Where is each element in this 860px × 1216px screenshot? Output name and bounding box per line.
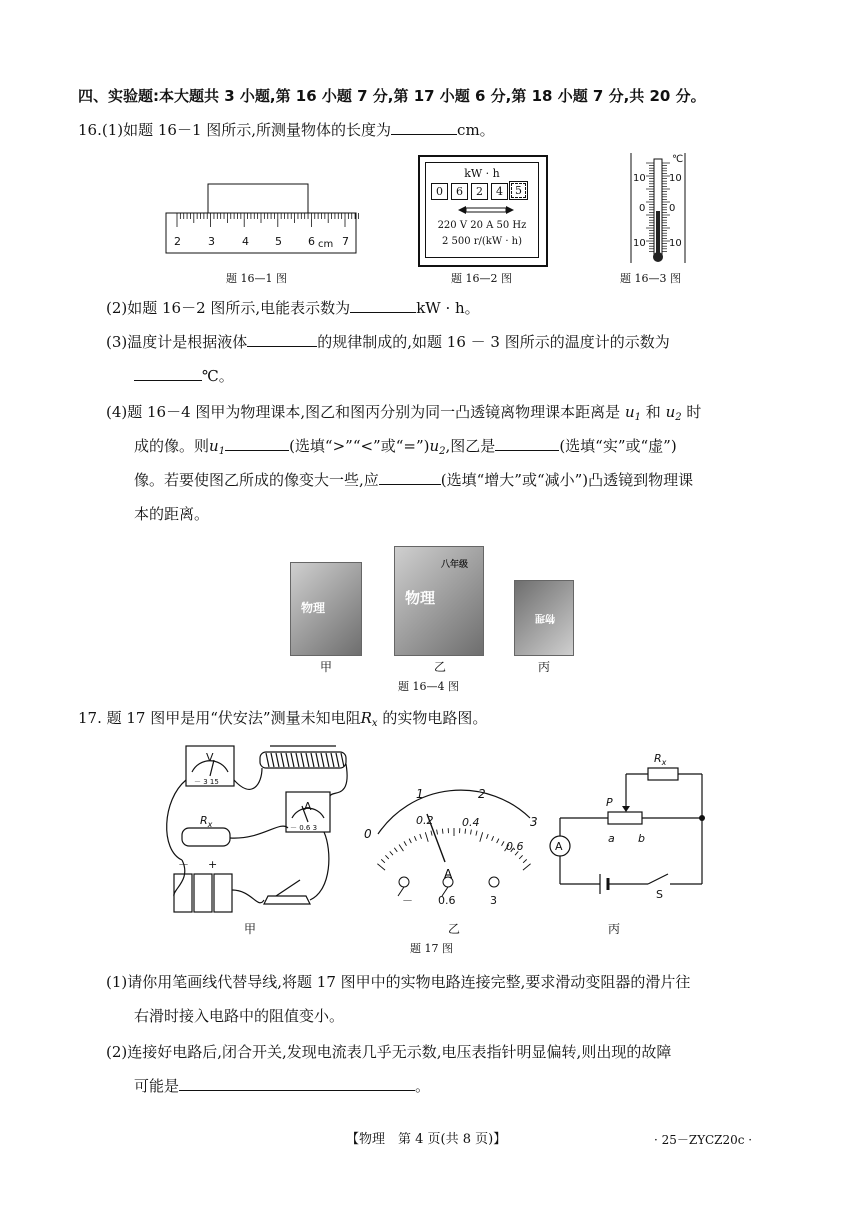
q16-part3-line1 [106,332,670,352]
dial-tick [437,830,438,835]
dial-unit-letter: A [444,867,453,881]
thermometer [628,153,688,265]
schematic-rx-label [654,752,667,767]
meter-digits [431,183,526,200]
ammeter-terminals: － 0.6 3 [290,824,318,832]
footer-code: · 25－ZYCZ20c · [654,1133,753,1147]
var-u: u [429,437,440,455]
voltmeter-terminals: － 3 15 [194,778,219,786]
voltmeter-letter: V [206,751,214,764]
rx-label [200,814,213,829]
subscript: x [207,820,213,829]
q16-part4-line1 [106,402,701,428]
rheostat-coil [266,753,269,767]
q16-p3-unit: ℃。 [202,367,234,385]
subscript: 2 [675,412,682,423]
rheostat-coil [336,753,339,767]
var-R: R [200,814,208,827]
dial-tick [476,831,477,836]
terminal-label: － [402,894,413,907]
ruler-tick-label: 5 [275,235,282,248]
q16-p1-unit: cm。 [457,121,495,139]
rheostat-coil [286,753,289,767]
dial-tick [409,839,411,843]
thermo-label: 10 [633,173,646,184]
ruler-tick-label: 7 [342,235,349,248]
caption-16-1: 题 16—1 图 [226,272,287,285]
dial-tick [431,831,432,836]
and-word: 和 [645,403,661,421]
dial-tick [523,859,527,862]
dial-tick [470,830,471,835]
label-jia-17: 甲 [244,922,257,936]
ruler-tick-label: 3 [208,235,215,248]
ruler-tick-label: 2 [174,235,181,248]
meter-digit: 4 [491,183,508,200]
caption-16-4: 题 16—4 图 [398,680,459,693]
dial-top-label: 0 [364,827,372,841]
ammeter-symbol-label: A [555,840,563,853]
physical-circuit [152,740,352,918]
q16-part4-line4: 本的距离。 [134,505,210,523]
meter-rating: 220 V 20 A 50 Hz [437,220,527,231]
answer-blank[interactable] [350,298,416,313]
rheostat-coil [276,753,279,767]
ruler-unit: cm [318,239,334,250]
dial-bottom-label: 0.6 [506,840,524,853]
answer-blank[interactable] [225,436,289,451]
meter-unit: kW · h [464,167,500,180]
dial-tick [486,834,488,839]
terminal-b-label: b [638,832,645,845]
caption-17: 题 17 图 [410,942,453,955]
terminal-label: 0.6 [438,894,456,907]
dial-tick [381,859,385,862]
dial-tick [394,848,397,852]
label-bing: 丙 [538,660,551,674]
dial-top-label: 3 [530,815,538,829]
answer-blank[interactable] [247,332,317,347]
thermo-label: 10 [669,173,682,184]
meter-digit: 6 [451,183,468,200]
rheostat-coil [321,753,324,767]
measured-block [208,184,308,216]
dial-tick [497,839,499,843]
answer-blank[interactable] [134,366,202,381]
q16-p4-text: ,图乙是 [445,437,496,455]
subscript: 1 [218,446,226,457]
q16-p4-text: (选填“实”或“虚”) [559,437,677,455]
q16-p4-text: 成的像。则 [134,437,210,455]
rheostat-coil [281,753,284,767]
q16-part1 [78,120,495,140]
footer-page: 【物理 第 4 页(共 8 页)】 [346,1132,507,1147]
q17-part2-line2 [134,1076,430,1096]
q16-part4-line2 [134,436,677,462]
book-image-yi [394,546,484,656]
q16-p1-text: 16.(1)如题 16－1 图所示,所测量物体的长度为 [78,121,392,139]
dial-bottom-label: 0.4 [462,816,480,829]
rheostat-coil [296,753,299,767]
dial-bottom-label: 0.2 [416,814,434,827]
ruler-tick-label: 4 [242,235,249,248]
rheostat-coil [291,753,294,767]
ruler-figure [160,178,360,258]
dial-top-label: 2 [478,787,486,801]
dial-tick [390,851,393,855]
thermo-label: 10 [669,238,682,249]
var-R: R [654,752,662,765]
label-bing-17: 丙 [608,922,621,936]
rheostat-coil [301,753,304,767]
subscript: x [661,758,667,767]
label-jia: 甲 [320,660,333,674]
battery-minus: － [178,858,189,871]
rheostat-coil [306,753,309,767]
dial-tick [385,855,388,859]
dial-tick [442,829,443,834]
dial-tick [404,841,407,845]
label-yi-17: 乙 [448,922,461,936]
book-image-jia [290,562,362,656]
rheostat-coil [331,753,334,767]
circuit-schematic [546,748,716,908]
meter-rev: 2 500 r/(kW · h) [441,236,523,247]
book-title: 物理 [535,612,555,623]
thermo-label: 10 [633,238,646,249]
var-u: u [209,437,219,455]
dial-tick [425,832,428,842]
subscript: 2 [439,446,446,457]
caption-16-3: 题 16—3 图 [620,272,681,285]
dial-tick [420,834,422,839]
ruler-tick-label: 6 [308,235,315,248]
q16-p4-text: (选填“增大”或“减小”)凸透镜到物理课 [440,471,694,489]
book-grade: 八年级 [441,560,469,570]
q17-part1-line2: 右滑时接入电路中的阻值变小。 [134,1007,345,1025]
thermo-unit: ℃ [672,154,684,165]
answer-blank[interactable] [179,1076,415,1091]
q16-p4-text: 像。若要使图乙所成的像变大一些,应 [134,471,379,489]
terminal-a-label: a [608,832,615,845]
rheostat-coil [271,753,274,767]
dial-tick [519,855,522,859]
book-title: 物理 [405,589,436,607]
meter-digit: 2 [471,183,488,200]
book-title: 物理 [301,601,326,615]
slider-label: P [606,796,613,809]
dial-tick [480,832,483,842]
dial-tick [492,836,494,841]
q16-p4-text: 时 [686,403,702,421]
switch-label: S [656,888,663,901]
q16-p2-unit: kW · h。 [416,299,480,317]
terminal-label: 3 [490,894,497,907]
answer-blank[interactable] [379,470,441,485]
q16-p4-text: (选填“>”“<”或“=”) [289,437,430,455]
rheostat-coil [311,753,314,767]
meter-digit-decimal: 5 [511,183,526,198]
q16-part4-line3 [134,470,693,490]
battery-plus: + [208,858,218,871]
subscript: 1 [634,412,642,423]
thermo-label: 0 [669,203,676,214]
dial-top-label: 1 [416,787,424,801]
var-u: u [624,403,635,421]
q17-part2-line1: (2)连接好电路后,闭合开关,发现电流表几乎无示数,电压表指针明显偏转,则出现的故障 [106,1043,672,1061]
rheostat-coil [316,753,319,767]
caption-16-2: 题 16—2 图 [451,272,512,285]
q16-part2 [106,298,480,318]
q16-p3-text: (3)温度计是根据液体 [106,333,248,351]
ammeter-letter: A [304,800,312,813]
q17-intro-text: 17. 题 17 图甲是用“伏安法”测量未知电阻 [78,709,361,727]
answer-blank[interactable] [391,120,457,135]
thermo-label: 0 [639,203,646,214]
section-header: 四、实验题:本大题共 3 小题,第 16 小题 7 分,第 17 小题 6 分,第 18 小题 7 分,共 20 分。 [78,87,706,105]
q16-p4-text: (4)题 16－4 图甲为物理课本,图乙和图丙分别为同一凸透镜离物理课本距离是 [106,403,621,421]
q17-part1-line1: (1)请你用笔画线代替导线,将题 17 图甲中的实物电路连接完整,要求滑动变阻器的滑片往 [106,973,691,991]
subscript: x [371,718,378,729]
dial-tick [399,844,403,851]
dial-tick [502,841,505,845]
q17-p2-end: 。 [415,1077,431,1095]
q16-p3-text2: 的规律制成的,如题 16 － 3 图所示的温度计的示数为 [317,333,670,351]
q17-intro [78,708,487,734]
q16-p2-text: (2)如题 16－2 图所示,电能表示数为 [106,299,351,317]
var-R: R [360,709,372,727]
book-image-bing [514,580,574,656]
rheostat-coil [326,753,329,767]
rheostat-coil [341,753,344,767]
answer-blank[interactable] [495,436,559,451]
q17-intro-text2: 的实物电路图。 [382,709,488,727]
ammeter-dial [360,778,550,908]
meter-digit: 0 [431,183,448,200]
q17-p2-text: 可能是 [134,1077,180,1095]
dial-tick [465,829,466,834]
dial-tick [414,836,416,841]
energy-meter [418,155,548,267]
var-u: u [665,403,676,421]
dial-tick [377,864,385,870]
label-yi: 乙 [434,660,447,674]
dial-tick [523,864,531,870]
q16-part3-line2 [134,366,234,386]
disc-arrow-icon [456,205,516,215]
